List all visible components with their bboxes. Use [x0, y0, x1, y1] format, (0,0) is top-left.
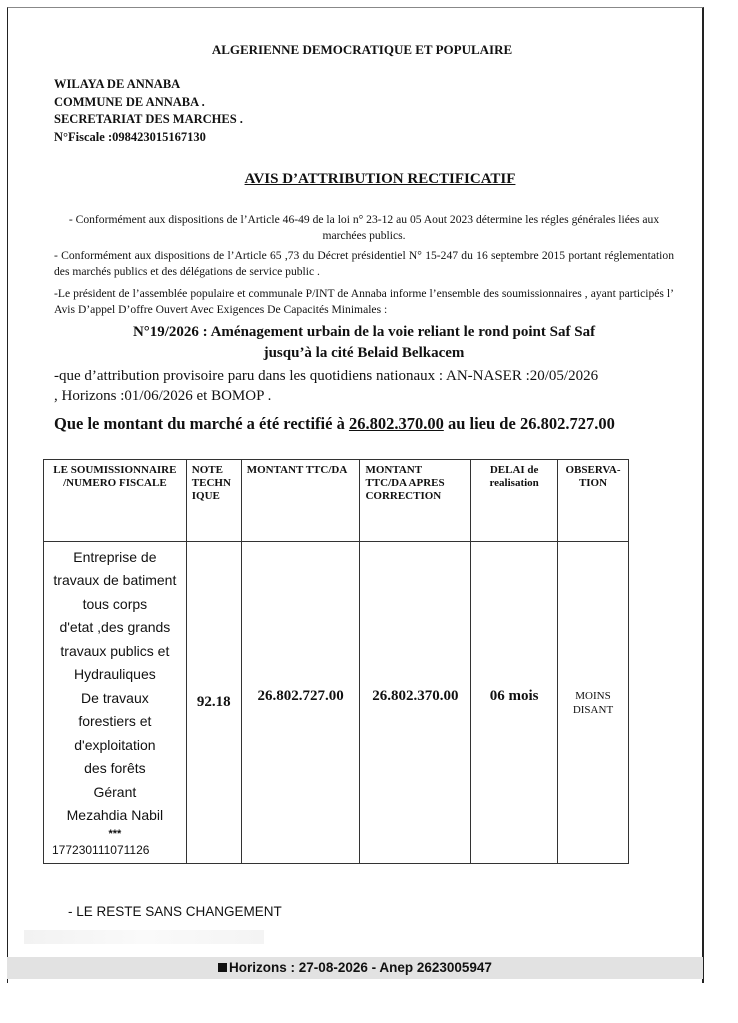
cell-observation [558, 542, 629, 864]
table-row [44, 542, 629, 864]
issuer-block [54, 76, 243, 146]
publication-footer [7, 957, 703, 979]
footer-text: Horizons : 27-08-2026 - Anep 2623005947 [229, 960, 492, 975]
bidder-line: travaux publics et [60, 642, 170, 659]
observation-line-1: MOINS [575, 689, 611, 702]
commune-line: COMMUNE DE ANNABA . [54, 94, 205, 109]
paragraph-law: - Conformément aux dispositions de l’Article 46-49 de la loi n° 23-12 au 05 Aout 2023 détermine les régles générales liées aux marchées publics. [68, 213, 660, 242]
cell-delai: 06 mois [471, 542, 558, 864]
bidder-line: d'exploitation [74, 736, 156, 753]
bidder-line: forestiers et [78, 713, 152, 729]
bidder-line: Gérant [93, 783, 137, 800]
col-header-note: NOTE TECHN IQUE [186, 460, 241, 542]
secretariat-line: SECRETARIAT DES MARCHES . [54, 112, 243, 126]
bidder-line: d'etat ,des grands [59, 619, 171, 635]
cell-note: 92.18 [186, 542, 241, 864]
bidder-line: Hydrauliques [74, 666, 156, 682]
col-header-montant-apres: MONTANT TTC/DA APRES CORRECTION [360, 460, 471, 542]
amount-prefix: Que le montant du marché a été rectifié à [54, 414, 345, 433]
cell-bidder [44, 542, 187, 864]
col-header-observation: OBSERVA-TION [558, 460, 629, 542]
paragraph-decree: - Conformément aux dispositions de l’Article 65 ,73 du Décret présidentiel N° 15-247 du 16 septembre 2015 portant réglementation des marchés publics et des délégations de service public . [54, 249, 674, 278]
bidder-line: travaux de batiment [53, 572, 177, 588]
lot-title-line-2: jusqu’à la cité Belaid Belkacem [263, 345, 465, 361]
amount-statement [54, 414, 694, 434]
results-table [43, 459, 629, 864]
notice-title: AVIS D’ATTRIBUTION RECTIFICATIF [244, 171, 516, 187]
bidder-line: De travaux [81, 689, 149, 706]
wilaya-line: WILAYA DE ANNABA [54, 77, 181, 91]
bidder-line: Entreprise de [73, 548, 157, 565]
cell-montant: 26.802.727.00 [241, 542, 360, 864]
faded-text-artifact [24, 930, 264, 944]
country-heading: ALGERIENNE DEMOCRATIQUE ET POPULAIRE [211, 42, 513, 57]
amount-new: 26.802.370.00 [348, 414, 444, 433]
amount-middle: au lieu de [447, 414, 516, 433]
amount-old: 26.802.727.00 [519, 414, 615, 433]
lot-title [54, 322, 674, 364]
lot-title-line-1: N°19/2026 : Aménagement urbain de la voie reliant le rond point Saf Saf [132, 324, 596, 340]
observation-line-2: DISANT [572, 703, 614, 716]
bidder-fiscal-number: 177230111071126 [52, 842, 150, 857]
bidder-line: des forêts [84, 760, 146, 776]
attribution-publication [54, 366, 684, 406]
col-header-bidder: LE SOUMISSIONNAIRE /NUMERO FISCALE [44, 460, 187, 542]
bidder-stars: *** [108, 827, 122, 840]
square-bullet-icon [218, 963, 227, 972]
cell-montant-apres: 26.802.370.00 [360, 542, 471, 864]
table-header-row [44, 460, 629, 542]
paragraph-president: -Le président de l’assemblée populaire et communale P/INT de Annaba informe l’ensemble des soumissionnaires , ayant participés l’ Avis D’appel D’offre Ouvert Avec Exigences De Capacités Minimales : [54, 287, 674, 316]
attribution-line-2: , Horizons :01/06/2026 et BOMOP . [54, 388, 272, 404]
col-header-delai: DELAI de realisation [471, 460, 558, 542]
bidder-line: tous corps [82, 595, 148, 612]
fiscal-number: N°Fiscale :098423015167130 [54, 129, 206, 144]
rest-unchanged-note: - LE RESTE SANS CHANGEMENT [68, 904, 282, 919]
bidder-line: Mezahdia Nabil [66, 807, 164, 823]
attribution-line-1: -que d’attribution provisoire paru dans les quotidiens nationaux : AN-NASER :20/05/2026 [54, 368, 599, 384]
col-header-montant: MONTANT TTC/DA [241, 460, 360, 542]
